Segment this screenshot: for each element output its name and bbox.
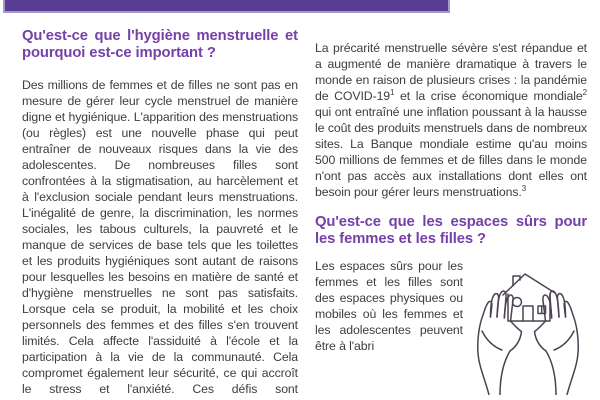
footnote-marker-3: 3: [521, 183, 527, 193]
body-paragraph-menstrual-poverty: [315, 40, 587, 200]
paragraph-text: et la crise économique mondiale: [394, 89, 583, 103]
paragraph-text: qui ont entraîné une inflation poussant à la hausse le coût des produits menstruels dans de nombreux sites. La Banque mondiale estime qu'au moins 500 millions de femmes et de filles dans le monde n'ont pas accès aux installations dont elles ont besoin pour gérer leurs menstruations.: [315, 105, 587, 199]
header-accent-bar: [3, 0, 450, 13]
section-heading-safe-spaces: Qu'est-ce que les espaces sûrs pour les femmes et les filles ?: [315, 214, 587, 247]
hands-holding-house-icon: [469, 269, 587, 395]
footnote-marker-1: 1: [390, 87, 395, 97]
safe-spaces-block: [315, 258, 587, 354]
body-paragraph-menstrual-hygiene: Des millions de femmes et de filles ne sont pas en mesure de gérer leur cycle menstruel de manière digne et hygiénique. L'apparition des menstruations (ou règles) est une nouvelle phase qui peut entraîner de nouveaux risques dans la vie des adolescentes. De nombreuses filles sont confrontées à la stigmatisation, au harcèlement et à l'exclusion sociale pendant leurs menstruations. L'inégalité de genre, la discrimination, les normes sociales, les tabous culturels, la pauvreté et le manque de services de base tels que les toilettes et les produits hygiéniques sont autant de raisons pour lesquelles les besoins en matière de santé et d'hygiène menstruelles ne sont pas satisfaits. Lorsque cela se produit, la mobilité et les choix personnels des femmes et des filles s'en trouvent limités. Cela affecte l'assiduité à l'école et la participation à la vie de la communauté. Cela compromet également leur sécurité, ce qui accroît le stress et l'anxiété. Ces défis sont: [22, 78, 298, 396]
right-column: [315, 40, 587, 395]
left-column: [22, 28, 298, 397]
section-heading-menstrual-hygiene: Qu'est-ce que l'hygiène menstruelle et pourquoi est-ce important ?: [22, 28, 298, 61]
paragraph-text: La précarité menstruelle sévère s'est répandue et a augmenté de manière dramatique à travers le monde en raison de plusieurs crises : la pandémie de COVID-19: [315, 41, 587, 103]
body-paragraph-safe-spaces: Les espaces sûrs pour les femmes et les filles sont des espaces physiques ou mobiles où les femmes et les adolescentes peuvent être à l'abri: [315, 259, 463, 353]
footnote-marker-2: 2: [582, 87, 587, 97]
